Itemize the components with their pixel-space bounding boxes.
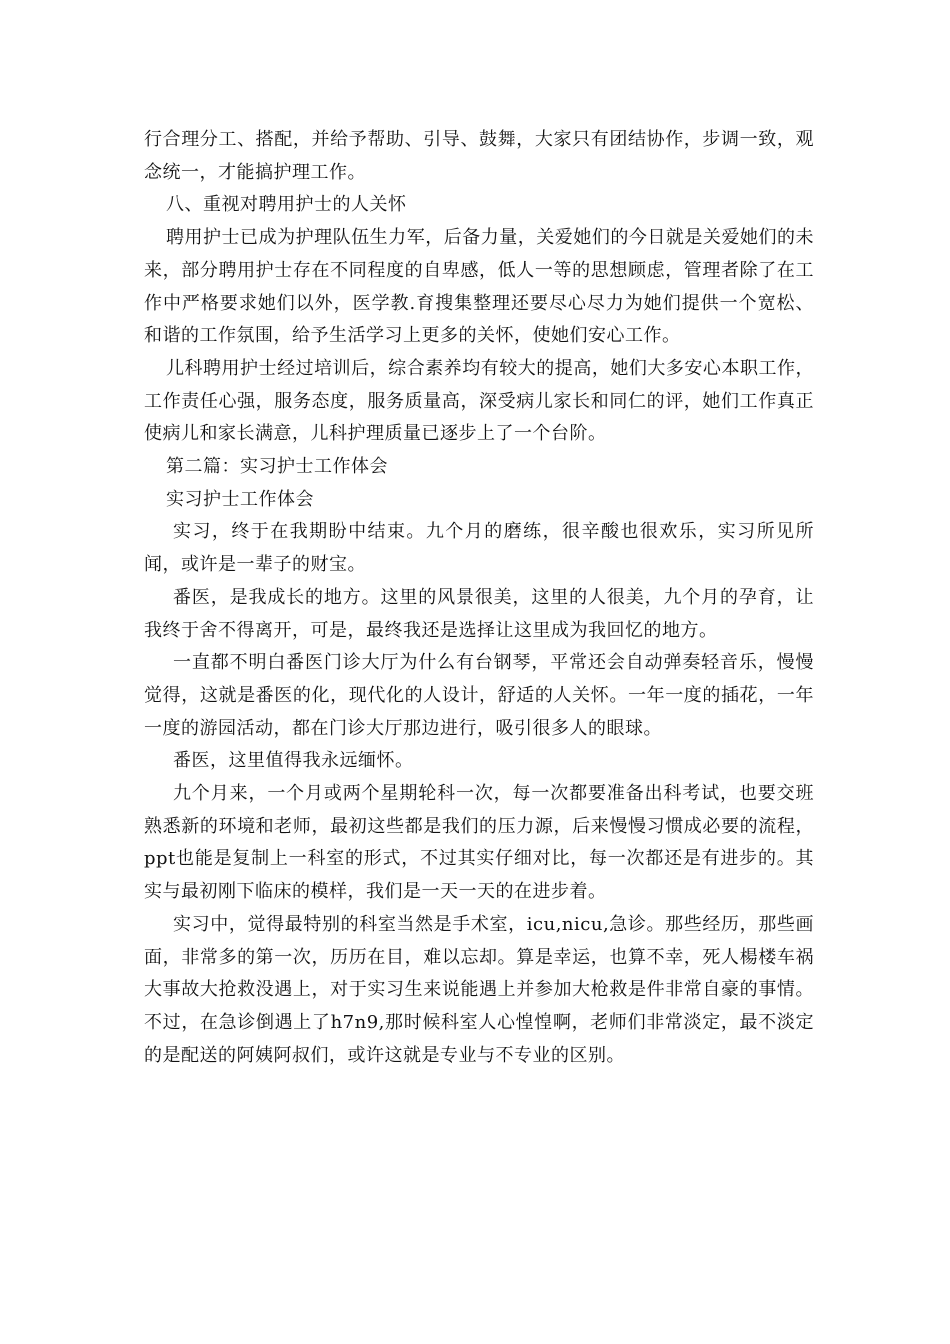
article-title: 实习护士工作体会 [166, 488, 314, 510]
paragraph-fanyi-growth: 番医，是我成长的地方。这里的风景很美，这里的人很美，九个月的孕育，让我终于舍不得离开，可是，最终我还是选择让这里成为我回忆的地方。 [144, 586, 814, 641]
paragraph-teamwork-end: 行合理分工、搭配，并给予帮助、引导、鼓舞，大家只有团结协作，步调一致，观念统一，才能搞护理工作。 [144, 129, 814, 183]
paragraph-internship-end: 实习，终于在我期盼中结束。九个月的磨练，很辛酸也很欢乐，实习所见所闻，或许是一辈子的财宝。 [144, 521, 814, 576]
paragraph-rotations: 九个月来，一个月或两个星期轮科一次，每一次都要准备出科考试，也要交班熟悉新的环境和老师，最初这些都是我们的压力源，后来慢慢习惯成必要的流程，ppt也能是复制上一科室的形式，不过其实仔细对比，每一次都还是有进步的。其实与最初刚下临床的模样，我们是一天一天的在进步着。 [144, 783, 814, 903]
paragraph-fanyi-memory: 番医，这里值得我永远缅怀。 [173, 750, 414, 772]
chapter-heading-two: 第二篇：实习护士工作体会 [166, 456, 388, 478]
document-body [144, 124, 814, 1072]
paragraph-piano-lobby: 一直都不明白番医门诊大厅为什么有台钢琴，平常还会自动弹奏轻音乐，慢慢觉得，这就是番医的化，现代化的人设计，舒适的人关怀。一年一度的插花，一年一度的游园活动，都在门诊大厅那边进行，吸引很多人的眼球。 [144, 652, 814, 739]
paragraph-contract-nurses: 聘用护士已成为护理队伍生力军，后备力量，关爱她们的今日就是关爱她们的未来，部分聘用护士存在不同程度的自卑感，低人一等的思想顾虑，管理者除了在工作中严格要求她们以外，医学教.育搜集整理还要尽心尽力为她们提供一个宽松、和谐的工作氛围，给予生活学习上更多的关怀，使她们安心工作。 [144, 227, 814, 347]
paragraph-special-departments: 实习中，觉得最特别的科室当然是手术室，icu,nicu,急诊。那些经历，那些画面，非常多的第一次，历历在目，难以忘却。算是幸运，也算不幸，死人楊楼车祸大事故大抢救没遇上，对于实习生来说能遇上并参加大枪救是件非常自豪的事情。不过，在急诊倒遇上了h7n9,那时候科室人心惶惶啊，老师们非常淡定，最不淡定的是配送的阿姨阿叔们，或许这就是专业与不专业的区别。 [144, 913, 814, 1066]
section-heading-eight: 八、重视对聘用护士的人关怀 [166, 194, 407, 216]
paragraph-pediatric-nurses: 儿科聘用护士经过培训后，综合素养均有较大的提高，她们大多安心本职工作，工作责任心强，服务态度，服务质量高，深受病儿家长和同仁的评，她们工作真正使病儿和家长满意，儿科护理质量已逐步上了一个台阶。 [144, 357, 814, 445]
